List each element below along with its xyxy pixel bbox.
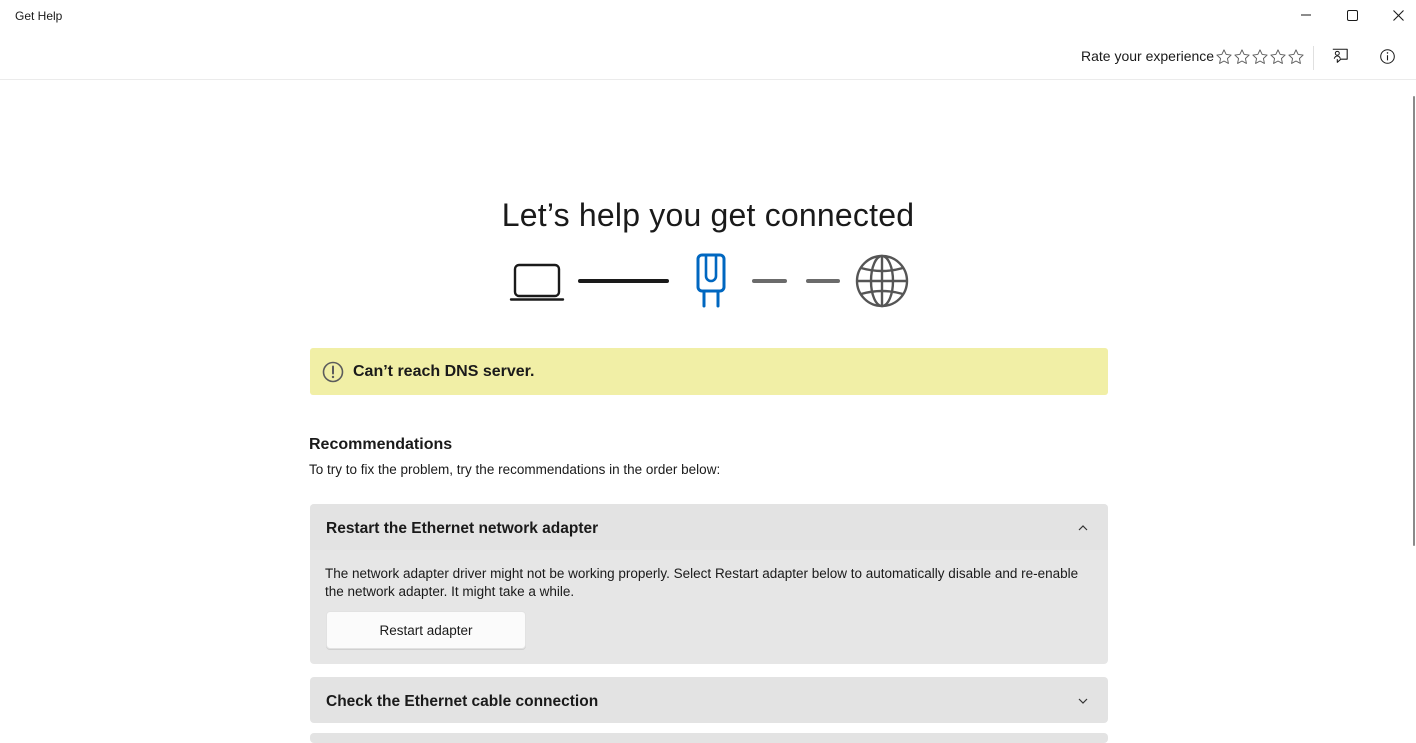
dns-alert-banner [310, 348, 1108, 395]
globe-icon [857, 256, 907, 306]
maximize-button[interactable] [1329, 0, 1375, 30]
star-icon[interactable] [1287, 48, 1305, 66]
rate-experience-label: Rate your experience [1081, 48, 1215, 64]
accordion-title: Check the Ethernet cable connection [326, 693, 599, 710]
warning-icon [322, 361, 344, 383]
title-bar [0, 0, 1416, 32]
vertical-scrollbar[interactable] [1413, 96, 1415, 546]
feedback-icon [1331, 47, 1349, 65]
minimize-button[interactable] [1283, 0, 1329, 30]
maximize-icon [1347, 10, 1358, 21]
app-title: Get Help [15, 9, 63, 23]
star-icon[interactable] [1251, 48, 1269, 66]
feedback-button[interactable] [1324, 42, 1356, 70]
accordion-header[interactable] [310, 504, 1108, 550]
star-icon[interactable] [1233, 48, 1251, 66]
connection-diagram [500, 250, 920, 314]
toolbar-divider [1313, 46, 1314, 70]
star-rating[interactable] [1215, 48, 1305, 66]
info-icon [1379, 48, 1396, 65]
minimize-icon [1301, 10, 1311, 20]
recommendation-check-cable[interactable] [310, 677, 1108, 723]
laptop-icon [511, 265, 563, 300]
star-icon[interactable] [1215, 48, 1233, 66]
recommendations-subtitle: To try to fix the problem, try the recommendations in the order below: [309, 462, 721, 477]
close-button[interactable] [1375, 0, 1416, 30]
ethernet-port-icon [698, 255, 724, 306]
restart-adapter-button[interactable]: Restart adapter [326, 611, 526, 649]
info-button[interactable] [1371, 42, 1403, 70]
star-icon[interactable] [1269, 48, 1287, 66]
chevron-down-icon [1076, 694, 1090, 708]
header-toolbar [0, 32, 1416, 80]
chevron-up-icon [1076, 521, 1090, 535]
alert-text: Can’t reach DNS server. [353, 363, 535, 380]
accordion-title: Restart the Ethernet network adapter [326, 520, 599, 537]
recommendation-restart-adapter [310, 504, 1108, 664]
recommendation-next-partial[interactable] [310, 733, 1108, 743]
close-icon [1393, 10, 1404, 21]
accordion-body-text: The network adapter driver might not be working properly. Select Restart adapter below to automatically disable and re-enable the network adapter. It might take a while. [325, 566, 1079, 599]
page-title: Let’s help you get connected [501, 197, 915, 234]
recommendations-heading: Recommendations [309, 436, 453, 453]
